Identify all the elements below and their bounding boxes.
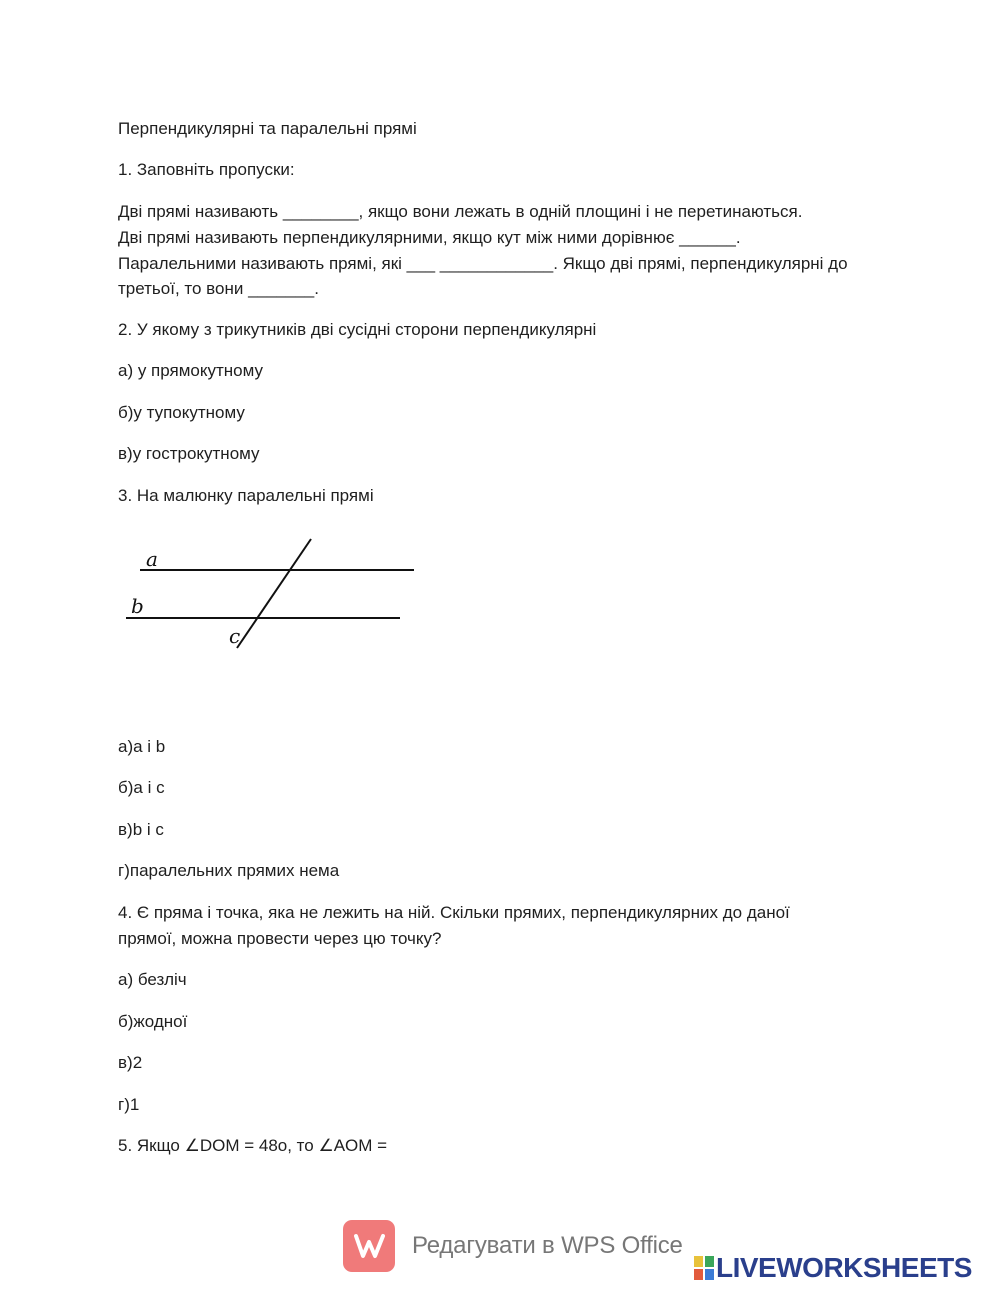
parallel-lines-figure: [118, 530, 428, 655]
q3-option-c: в)b і c: [118, 820, 164, 839]
wps-logo-icon: [343, 1220, 395, 1272]
wps-edit-label[interactable]: Редагувати в WPS Office: [412, 1232, 683, 1259]
q2-option-a: а) у прямокутному: [118, 361, 264, 380]
q3-option-a: а)a і b: [118, 737, 166, 756]
q1-line-2: Дві прямі називають перпендикулярними, якщо кут між ними дорівнює ______.: [118, 228, 741, 247]
q4-option-a: а) безліч: [118, 970, 187, 989]
liveworksheets-logo-icon: [694, 1256, 714, 1280]
q4-heading-line-1: 4. Є пряма і точка, яка не лежить на ній. Скільки прямих, перпендикулярних до даної: [118, 903, 790, 922]
q4-option-d: г)1: [118, 1095, 140, 1114]
q4-option-b: б)жодної: [118, 1012, 188, 1031]
q3-heading: 3. На малюнку паралельні прямі: [118, 486, 374, 505]
q2-heading: 2. У якому з трикутників дві сусідні сторони перпендикулярні: [118, 320, 597, 339]
q1-heading: 1. Заповніть пропуски:: [118, 160, 295, 179]
worksheet-title: Перпендикулярні та паралельні прямі: [118, 119, 417, 138]
q4-option-c: в)2: [118, 1053, 143, 1072]
q3-option-b: б)a і c: [118, 778, 165, 797]
q3-option-d: г)паралельних прямих нема: [118, 861, 340, 880]
line-c: [237, 539, 311, 648]
q1-line-1: Дві прямі називають ________, якщо вони лежать в одній площині і не перетинаються.: [118, 202, 803, 221]
liveworksheets-brand[interactable]: LIVEWORKSHEETS: [716, 1252, 972, 1283]
wps-edit-button[interactable]: [343, 1220, 395, 1272]
q5-heading: 5. Якщо ∠DOM = 48o, то ∠AOM =: [118, 1136, 388, 1155]
q1-line-4: третьої, то вони _______.: [118, 279, 319, 298]
q2-option-b: б)у тупокутному: [118, 403, 245, 422]
label-a: a: [146, 547, 158, 571]
label-b: b: [131, 594, 144, 618]
q2-option-c: в)у гострокутному: [118, 444, 260, 463]
q1-line-3: Паралельними називають прямі, які ___ ____________. Якщо дві прямі, перпендикулярні до: [118, 254, 848, 273]
q4-heading-line-2: прямої, можна провести через цю точку?: [118, 929, 442, 948]
label-c: c: [229, 624, 241, 648]
